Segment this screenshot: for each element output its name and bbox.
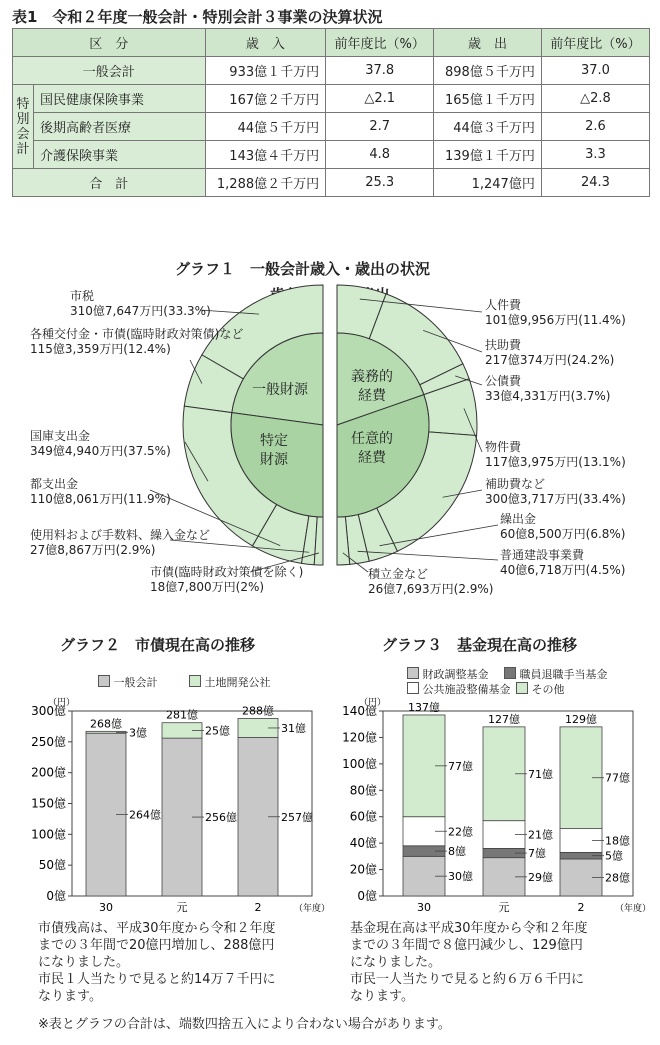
rev-label-tax: 市税 310億7,647万円(33.3%) bbox=[70, 289, 211, 318]
cell-exp-ratio: 24.3 bbox=[541, 169, 649, 197]
row-label: 合 計 bbox=[13, 169, 206, 197]
cell-rev-ratio: 25.3 bbox=[326, 169, 434, 197]
segment-label: 21億 bbox=[528, 828, 553, 842]
exp-label-welfare: 扶助費 217億374万円(24.2%) bbox=[485, 338, 615, 367]
segment-label: 25億 bbox=[205, 724, 230, 738]
total-label: 129億 bbox=[565, 712, 597, 726]
graph3-note: 基金現在高は平成30年度から令和２年度 までの３年間で８億円減少し、129億円 になりました。 市民一人当たりで見ると約６万６千円に なります。 bbox=[350, 921, 588, 1004]
y-tick-label: 40億 bbox=[349, 836, 377, 851]
cell-exp-ratio: 37.0 bbox=[541, 57, 649, 85]
y-tick-label: 250億 bbox=[31, 734, 66, 749]
legend-label-general: 一般会計 bbox=[113, 676, 158, 689]
y-tick-label: 120億 bbox=[342, 730, 377, 745]
segment-label: 31億 bbox=[281, 721, 306, 735]
cell-expense: 165億１千万円 bbox=[434, 85, 542, 113]
legend-label-facility: 公共施設整備基金 bbox=[422, 683, 511, 696]
rev-label-national: 国庫支出金 349億4,940万円(37.5%) bbox=[30, 429, 171, 458]
x-tick-label: 元 bbox=[498, 901, 510, 914]
cell-revenue: 167億２千万円 bbox=[205, 85, 326, 113]
y-tick-label: 0億 bbox=[46, 889, 66, 903]
graph2-bars bbox=[31, 697, 330, 914]
row-label: 一般会計 bbox=[13, 57, 206, 85]
graph3-bars bbox=[342, 697, 651, 914]
cell-revenue: 44億５千万円 bbox=[205, 113, 326, 141]
segment-label: 71億 bbox=[528, 767, 553, 781]
graph2-title: グラフ２ 市債現在高の推移 bbox=[60, 636, 256, 654]
y-tick-label: 100億 bbox=[342, 756, 377, 771]
inner-label-general: 一般財源 bbox=[252, 382, 308, 398]
col-header-rev-ratio: 前年度比（%） bbox=[326, 29, 434, 57]
inner-label-mandatory: 義務的経費 bbox=[351, 369, 393, 404]
graph2-note: 市債残高は、平成30年度から令和２年度 までの３年間で20億円増加し、288億円 になりました。 市民１人当たりで見ると約14万７千円に なります。 bbox=[38, 921, 276, 1004]
segment-label: 8億 bbox=[448, 845, 466, 859]
segment-label: 22億 bbox=[448, 825, 473, 839]
cell-expense: 44億３千万円 bbox=[434, 113, 542, 141]
legend-label-landcorp: 土地開発公社 bbox=[204, 676, 271, 689]
x-tick-label: 2 bbox=[254, 901, 262, 914]
legend-label-fiscal: 財政調整基金 bbox=[422, 668, 489, 681]
y-tick-label: 50億 bbox=[38, 858, 66, 873]
segment-label: 77億 bbox=[605, 771, 630, 785]
total-label: 288億 bbox=[242, 704, 274, 718]
y-unit-label: （円） bbox=[359, 698, 387, 708]
x-unit-label: （年度） bbox=[615, 904, 652, 914]
row-label: 後期高齢者医療 bbox=[34, 113, 206, 141]
y-tick-label: 150億 bbox=[31, 796, 66, 811]
cell-expense: 1,247億円 bbox=[434, 169, 542, 197]
cell-exp-ratio: △2.8 bbox=[541, 85, 649, 113]
segment-label: 5億 bbox=[605, 849, 623, 863]
total-label: 281億 bbox=[166, 708, 198, 722]
x-tick-label: 元 bbox=[176, 901, 188, 914]
y-unit-label: （円） bbox=[48, 698, 76, 708]
cell-revenue: 1,288億２千万円 bbox=[205, 169, 326, 197]
x-tick-label: 2 bbox=[577, 901, 585, 914]
total-label: 268億 bbox=[90, 717, 122, 731]
rev-label-fees: 使用料および手数料、繰入金など 27億8,867万円(2.9%) bbox=[30, 528, 211, 557]
cell-rev-ratio: 4.8 bbox=[326, 141, 434, 169]
row-label: 介護保険事業 bbox=[34, 141, 206, 169]
total-label: 127億 bbox=[488, 712, 520, 726]
exp-label-construction: 普通建設事業費 40億6,718万円(4.5%) bbox=[500, 548, 626, 577]
x-tick-label: 30 bbox=[99, 901, 113, 914]
y-tick-label: 0億 bbox=[357, 889, 377, 903]
segment-label: 28億 bbox=[605, 871, 630, 885]
segment-label: 264億 bbox=[129, 808, 161, 822]
segment-label: 29億 bbox=[528, 870, 553, 884]
graph3-title: グラフ３ 基金現在高の推移 bbox=[382, 636, 578, 654]
rev-label-metro: 都支出金 110億8,061万円(11.9%) bbox=[30, 477, 171, 506]
exp-label-reserve: 積立金など 26億7,693万円(2.9%) bbox=[368, 567, 494, 596]
segment-label: 256億 bbox=[205, 811, 237, 825]
table-title: 表1 令和２年度一般会計・特別会計３事業の決算状況 bbox=[12, 8, 383, 26]
y-tick-label: 60億 bbox=[349, 809, 377, 824]
cell-expense: 898億５千万円 bbox=[434, 57, 542, 85]
cell-rev-ratio: 37.8 bbox=[326, 57, 434, 85]
y-tick-label: 300億 bbox=[31, 704, 66, 718]
exp-label-goods: 物件費 117億3,975万円(13.1%) bbox=[485, 440, 626, 469]
cell-rev-ratio: △2.1 bbox=[326, 85, 434, 113]
cell-rev-ratio: 2.7 bbox=[326, 113, 434, 141]
side-label-special: 特別会計 bbox=[13, 85, 34, 169]
cell-expense: 139億１千万円 bbox=[434, 141, 542, 169]
inner-label-discretionary: 任意的経費 bbox=[351, 431, 393, 466]
cell-exp-ratio: 3.3 bbox=[541, 141, 649, 169]
x-tick-label: 30 bbox=[417, 901, 431, 914]
footer-note: ※表とグラフの合計は、端数四捨五入により合わない場合があります。 bbox=[38, 1017, 451, 1032]
segment-label: 77億 bbox=[448, 759, 473, 773]
y-tick-label: 140億 bbox=[342, 704, 377, 718]
col-header-expense: 歳 出 bbox=[434, 29, 542, 57]
cell-exp-ratio: 2.6 bbox=[541, 113, 649, 141]
exp-label-transfer: 繰出金 60億8,500万円(6.8%) bbox=[500, 512, 626, 541]
x-unit-label: （年度） bbox=[294, 904, 331, 914]
y-tick-label: 200億 bbox=[31, 765, 66, 780]
col-header-revenue: 歳 入 bbox=[205, 29, 326, 57]
col-header-exp-ratio: 前年度比（%） bbox=[541, 29, 649, 57]
legend-label-retire: 職員退職手当基金 bbox=[519, 668, 608, 681]
cell-revenue: 143億４千万円 bbox=[205, 141, 326, 169]
segment-label: 30億 bbox=[448, 870, 473, 884]
row-label: 国民健康保険事業 bbox=[34, 85, 206, 113]
segment-label: 3億 bbox=[129, 726, 147, 740]
exp-label-personnel: 人件費 101億9,956万円(11.4%) bbox=[485, 298, 626, 327]
exp-label-subsidy: 補助費など 300億3,717万円(33.4%) bbox=[485, 477, 626, 506]
y-tick-label: 20億 bbox=[349, 862, 377, 877]
cell-revenue: 933億１千万円 bbox=[205, 57, 326, 85]
inner-label-specific: 特定財源 bbox=[260, 433, 288, 468]
exp-label-debt: 公債費 33億4,331万円(3.7%) bbox=[485, 374, 611, 403]
y-tick-label: 100億 bbox=[31, 827, 66, 842]
rev-label-grants: 各種交付金・市債(臨時財政対策債)など 115億3,359万円(12.4%) bbox=[30, 327, 244, 356]
col-header-category: 区 分 bbox=[13, 29, 206, 57]
segment-label: 18億 bbox=[605, 834, 630, 848]
segment-label: 7億 bbox=[528, 847, 546, 861]
y-tick-label: 80億 bbox=[349, 783, 377, 798]
graph1-title: グラフ１ 一般会計歳入・歳出の状況 bbox=[175, 260, 431, 278]
legend-label-other: その他 bbox=[531, 683, 565, 696]
segment-label: 257億 bbox=[281, 810, 313, 824]
rev-label-bonds: 市債(臨時財政対策債を除く) 18億7,800万円(2%) bbox=[150, 565, 304, 594]
total-label: 137億 bbox=[408, 700, 440, 714]
